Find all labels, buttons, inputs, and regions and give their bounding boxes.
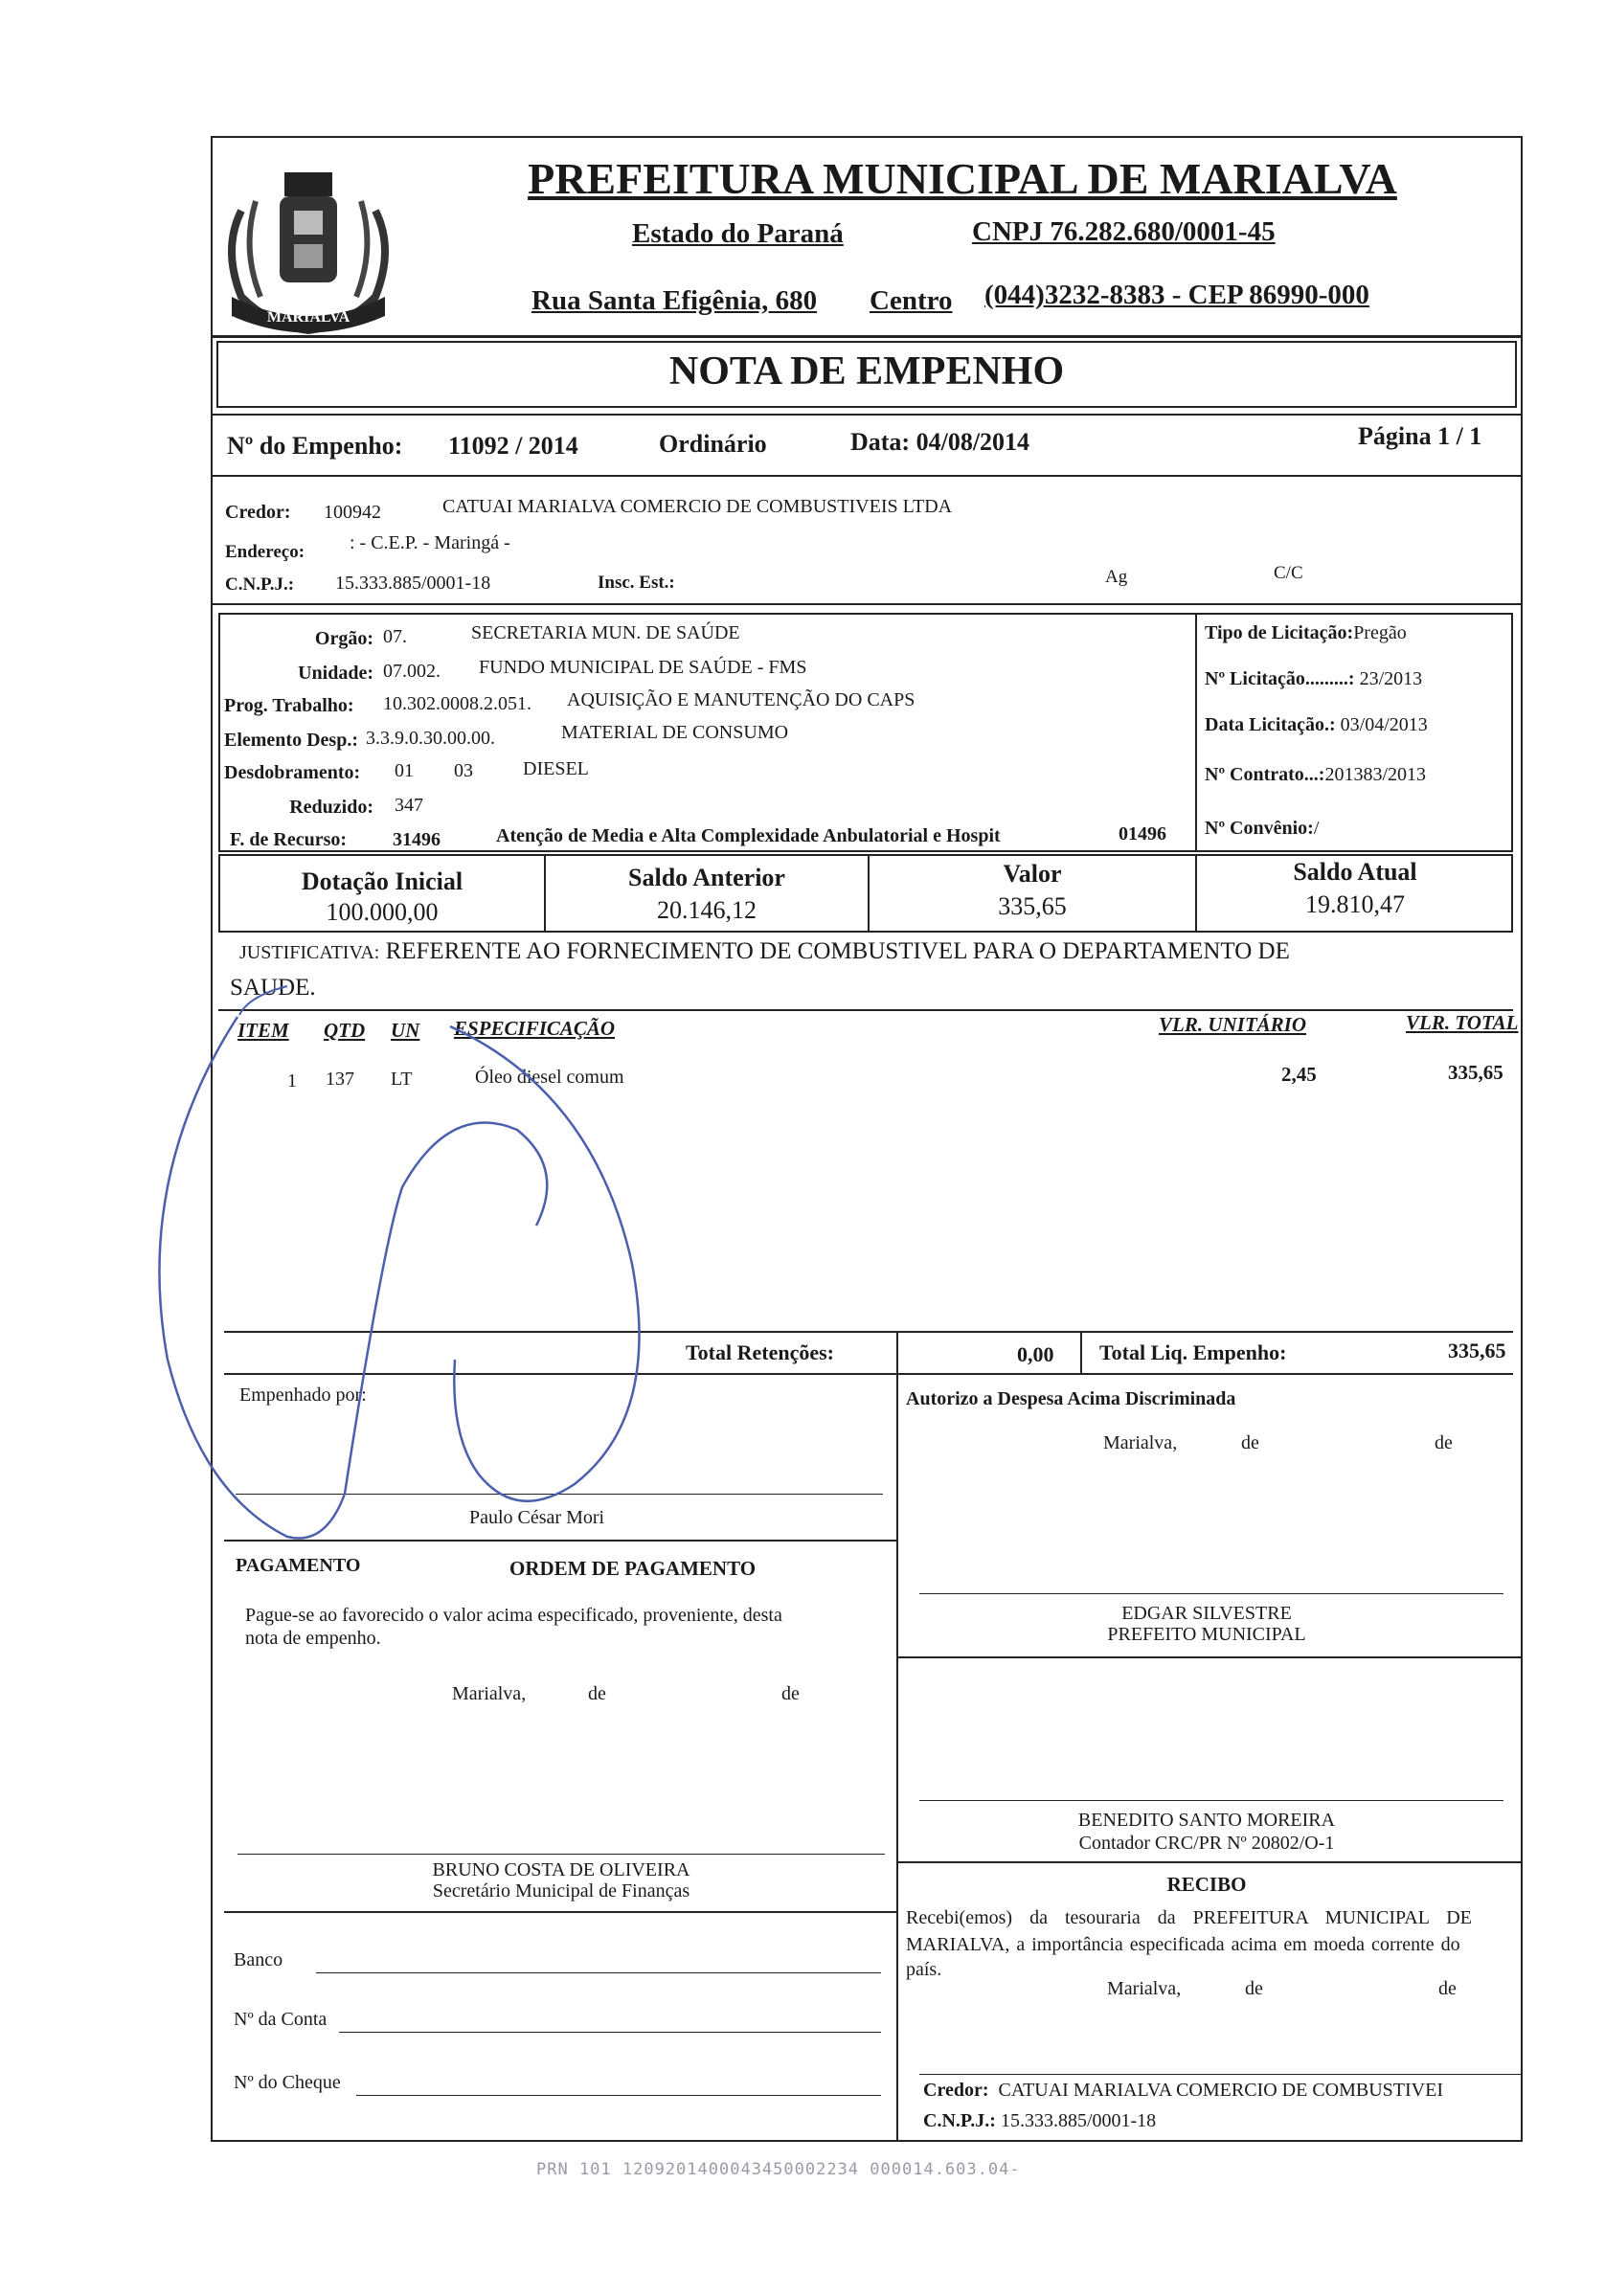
header-district: Centro [870, 285, 953, 316]
prog-label: Prog. Trabalho: [224, 695, 354, 716]
row-qtd: 137 [326, 1069, 354, 1090]
pagamento-label: PAGAMENTO [236, 1555, 361, 1576]
page-number: Página 1 / 1 [1358, 422, 1482, 450]
recurso-code2: 01496 [1119, 823, 1166, 844]
cnpj-label: C.N.P.J.: [225, 574, 295, 595]
recibo-cnpj: C.N.P.J.: 15.333.885/0001-18 [923, 2110, 1157, 2131]
autorizo-de2: de [1435, 1432, 1453, 1453]
autorizo-label: Autorizo a Despesa Acima Discriminada [906, 1388, 1236, 1409]
prefeito-name: EDGAR SILVESTRE [1121, 1603, 1292, 1624]
recurso-label: F. de Recurso: [230, 829, 348, 850]
saldo-label-2: Valor [1003, 860, 1062, 888]
elem-label: Elemento Desp.: [224, 730, 358, 751]
desd-name: DIESEL [523, 758, 589, 779]
header-street: Rua Santa Efigênia, 680 [531, 285, 818, 316]
recibo-text2: MARIALVA, a importância especificada acima em moeda corrente do [906, 1934, 1460, 1955]
saldo-value-3: 19.810,47 [1305, 890, 1405, 918]
recibo-text3: país. [906, 1959, 942, 1980]
recibo-text1: Recebi(emos) da tesouraria da PREFEITURA MUNICIPAL DE [906, 1907, 1472, 1928]
data-licitacao: Data Licitação.: 03/04/2013 [1205, 714, 1428, 735]
orgao-name: SECRETARIA MUN. DE SAÚDE [471, 622, 740, 643]
total-liq-value: 335,65 [1448, 1339, 1506, 1362]
credor-name: CATUAI MARIALVA COMERCIO DE COMBUSTIVEIS LTDA [442, 496, 953, 517]
prefeito-role: PREFEITO MUNICIPAL [1107, 1624, 1306, 1645]
elem-name: MATERIAL DE CONSUMO [561, 722, 789, 743]
desd-label: Desdobramento: [224, 762, 361, 783]
autorizo-city: Marialva, [1103, 1432, 1178, 1453]
cc-label: C/C [1274, 563, 1303, 583]
credor-code: 100942 [324, 502, 381, 523]
row-esp: Óleo diesel comum [475, 1067, 624, 1088]
num-licitacao: Nº Licitação.........: 23/2013 [1205, 668, 1423, 689]
header-title: PREFEITURA MUNICIPAL DE MARIALVA [528, 154, 1397, 203]
total-retencoes-label: Total Retenções: [686, 1340, 834, 1364]
header-cnpj: CNPJ 76.282.680/0001-45 [972, 216, 1276, 247]
empenho-type: Ordinário [659, 430, 767, 458]
unidade-code: 07.002. [383, 661, 441, 682]
ordem-pagamento-label: ORDEM DE PAGAMENTO [509, 1557, 757, 1580]
orgao-code: 07. [383, 626, 407, 647]
empenhado-name: Paulo César Mori [469, 1507, 605, 1528]
header-phone-cep: (044)3232-8383 - CEP 86990-000 [984, 280, 1369, 310]
prog-code: 10.302.0008.2.051. [383, 693, 531, 714]
row-vunit: 2,45 [1281, 1063, 1317, 1086]
desd-a: 01 [395, 760, 414, 781]
recibo-title: RECIBO [1166, 1873, 1247, 1896]
col-un: UN [391, 1019, 420, 1042]
total-liq-label: Total Liq. Empenho: [1099, 1340, 1287, 1364]
reduzido-value: 347 [395, 795, 423, 816]
saldo-label-3: Saldo Atual [1293, 858, 1417, 886]
num-convenio: Nº Convênio:/ [1205, 818, 1320, 839]
insc-est-label: Insc. Est.: [598, 573, 675, 593]
prog-name: AQUISIÇÃO E MANUTENÇÃO DO CAPS [567, 689, 916, 710]
contador-name: BENEDITO SANTO MOREIRA [1077, 1810, 1336, 1831]
recibo-city: Marialva, [1107, 1978, 1182, 1999]
recurso-name: Atenção de Media e Alta Complexidade Anbulatorial e Hospit [496, 825, 1001, 846]
orgao-label: Orgão: [314, 628, 373, 649]
unidade-name: FUNDO MUNICIPAL DE SAÚDE - FMS [479, 657, 807, 678]
credor-label: Credor: [225, 502, 291, 523]
saldo-value-1: 20.146,12 [657, 896, 757, 924]
saldo-label-0: Dotação Inicial [301, 867, 463, 895]
col-especificacao: ESPECIFICAÇÃO [454, 1017, 616, 1040]
num-contrato: Nº Contrato...:201383/2013 [1205, 764, 1427, 785]
endereco-value: : - C.E.P. - Maringá - [350, 532, 510, 553]
endereco-label: Endereço: [225, 542, 305, 562]
unidade-label: Unidade: [298, 663, 373, 684]
justificativa-line1: JUSTIFICATIVA: REFERENTE AO FORNECIMENTO DE COMBUSTIVEL PARA O DEPARTAMENTO DE [239, 938, 1290, 964]
justificativa-line2: SAUDE. [230, 975, 316, 1001]
pagamento-city: Marialva, [452, 1683, 527, 1704]
cnpj-value: 15.333.885/0001-18 [335, 573, 491, 594]
desd-b: 03 [454, 760, 473, 781]
contador-role: Contador CRC/PR Nº 20802/O-1 [1078, 1833, 1335, 1854]
autorizo-de1: de [1241, 1432, 1259, 1453]
col-qtd: QTD [324, 1019, 366, 1042]
row-item: 1 [287, 1070, 297, 1092]
col-vlr-unitario: VLR. UNITÁRIO [1159, 1013, 1307, 1036]
footer-barcode-text: PRN 101 1209201400043450002234 000014.603.04- [536, 2160, 1021, 2179]
saldo-value-2: 335,65 [998, 892, 1067, 920]
doc-title: NOTA DE EMPENHO [668, 349, 1065, 394]
reduzido-label: Reduzido: [289, 797, 373, 818]
svg-text:MARIALVA: MARIALVA [266, 309, 350, 326]
pagamento-de2: de [781, 1683, 800, 1704]
tipo-licitacao: Tipo de Licitação:Pregão [1205, 622, 1407, 643]
ag-label: Ag [1105, 567, 1128, 587]
pagamento-de1: de [588, 1683, 606, 1704]
saldo-value-0: 100.000,00 [326, 898, 439, 926]
row-vtotal: 335,65 [1448, 1061, 1503, 1084]
recibo-de2: de [1438, 1978, 1457, 1999]
col-item: ITEM [237, 1019, 289, 1042]
cheque-label: Nº do Cheque [234, 2072, 341, 2093]
secretario-name: BRUNO COSTA DE OLIVEIRA [432, 1859, 690, 1880]
pagamento-text2: nota de empenho. [245, 1628, 381, 1649]
empenho-date: Data: 04/08/2014 [850, 428, 1030, 456]
empenho-number: 11092 / 2014 [448, 432, 578, 460]
saldo-label-1: Saldo Anterior [628, 864, 785, 891]
recibo-de1: de [1245, 1978, 1263, 1999]
banco-label: Banco [234, 1949, 283, 1970]
conta-label: Nº da Conta [234, 2009, 328, 2030]
col-vlr-total: VLR. TOTAL [1406, 1011, 1519, 1034]
recurso-code: 31496 [393, 829, 441, 850]
recibo-credor: Credor: CATUAI MARIALVA COMERCIO DE COMBUSTIVEI [923, 2080, 1443, 2101]
empenhado-label: Empenhado por: [239, 1384, 367, 1406]
pagamento-text1: Pague-se ao favorecido o valor acima especificado, proveniente, desta [245, 1605, 782, 1626]
row-un: LT [391, 1069, 413, 1090]
elem-code: 3.3.9.0.30.00.00. [366, 728, 495, 749]
secretario-role: Secretário Municipal de Finanças [432, 1880, 690, 1902]
total-retencoes-value: 0,00 [1017, 1342, 1054, 1366]
empenho-number-label: Nº do Empenho: [227, 432, 403, 460]
header-state: Estado do Paraná [632, 218, 844, 249]
